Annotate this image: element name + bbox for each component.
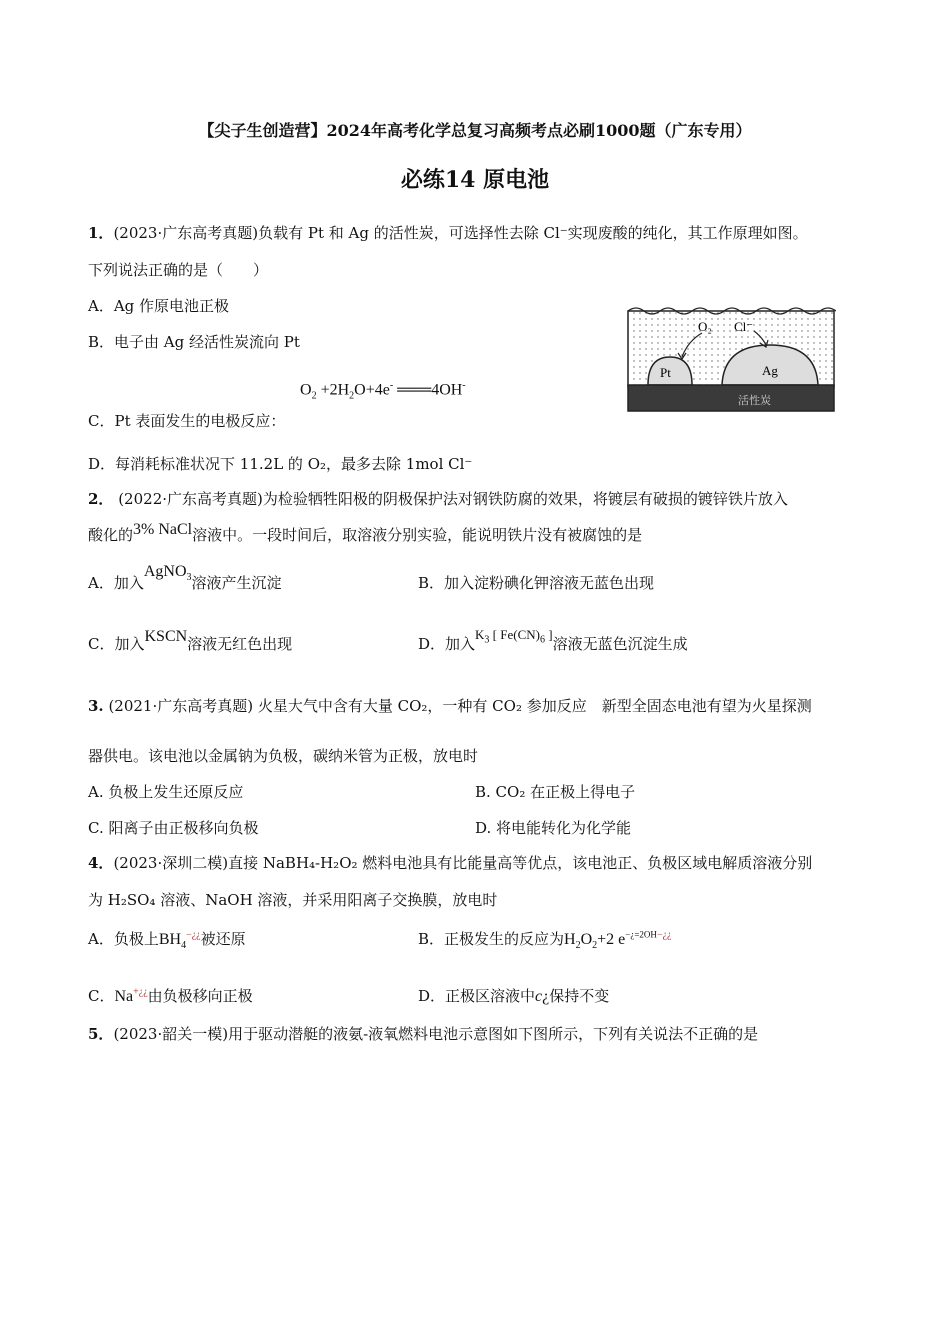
document-header: 【尖子生创造营】2024年高考化学总复习高频考点必刷1000题（广东专用） bbox=[198, 121, 752, 140]
question-3-stem-cont: 器供电。该电池以金属钠为负极，碳纳米管为正极，放电时 bbox=[88, 747, 479, 765]
q1-option-b: B．电子由 Ag 经活性炭流向 Pt bbox=[88, 333, 300, 351]
q4-option-a: A．负极上$BH_4^{-¿¿}$被还原 bbox=[88, 929, 246, 952]
question-number: 1． bbox=[88, 224, 114, 242]
question-1-stem bbox=[88, 222, 808, 243]
cl-label: Cl⁻ bbox=[734, 319, 754, 334]
q4-option-d: D．正极区溶液中c¿保持不变 bbox=[418, 987, 610, 1005]
q2-option-d: D．加入$K_3$ [ $Fe(CN)_6$ ]溶液无蓝色沉淀生成 bbox=[418, 627, 688, 653]
q1-equation: $O_2 +2H_2O+4e^-$ ═══4OH- bbox=[300, 380, 466, 402]
ag-label: Ag bbox=[762, 363, 778, 378]
carbon-label: 活性炭 bbox=[738, 394, 771, 407]
question-text: (2023·广东高考真题)负载有 Pt 和 Ag 的活性炭，可选择性去除 Cl⁻实现废酸的纯化，其工作原理如图。 bbox=[113, 224, 808, 242]
question-1-stem-cont: 下列说法正确的是（ ） bbox=[88, 261, 269, 279]
q3-option-b: B. CO₂ 在正极上得电子 bbox=[475, 783, 636, 801]
o2-label: O₂ bbox=[698, 319, 712, 334]
q2-option-c: C．加入KSCN溶液无红色出现 bbox=[88, 628, 293, 653]
activated-carbon bbox=[628, 385, 834, 411]
q1-option-c: C．Pt 表面发生的电极反应： bbox=[88, 412, 286, 430]
q1-option-d: D．每消耗标准状况下 11.2L 的 O₂，最多去除 1mol Cl⁻ bbox=[88, 455, 473, 473]
q4-option-c: C．Na+¿¿由负极移向正极 bbox=[88, 986, 253, 1005]
page-title: 必练14 原电池 bbox=[400, 167, 550, 193]
q1-option-a: A．Ag 作原电池正极 bbox=[88, 297, 230, 315]
q3-option-a: A. 负极上发生还原反应 bbox=[88, 783, 244, 801]
question-4-stem: 4．(2023·深圳二模)直接 NaBH₄-H₂O₂ 燃料电池具有比能量高等优点，该电池正、负极区域电解质溶液分别 bbox=[88, 854, 813, 872]
question-2-stem-cont: 酸化的3% NaCl溶液中。一段时间后，取溶液分别实验，能说明铁片没有被腐蚀的是 bbox=[88, 521, 643, 544]
question-4-stem-cont: 为 H₂SO₄ 溶液、NaOH 溶液，并采用阳离子交换膜，放电时 bbox=[88, 891, 498, 909]
question-2-stem: 2． (2022·广东高考真题)为检验牺牲阳极的阴极保护法对钢铁防腐的效果，将镀层有破损的镀锌铁片放入 bbox=[88, 490, 788, 508]
q4-option-b: B．正极发生的反应为$H_2O_2+2$ $e^{-¿=2OH-¿¿}$ bbox=[418, 929, 672, 952]
question-3-stem: 3. (2021·广东高考真题) 火星大气中含有大量 CO₂，一种有 CO₂ 参加反应 新型全固态电池有望为火星探测 bbox=[88, 697, 812, 715]
electrode-diagram-svg bbox=[626, 305, 836, 413]
electrode-diagram bbox=[626, 305, 836, 413]
q3-option-c: C. 阳离子由正极移向负极 bbox=[88, 819, 259, 837]
q2-option-b: B．加入淀粉碘化钾溶液无蓝色出现 bbox=[418, 574, 655, 592]
question-5-stem: 5．(2023·韶关一模)用于驱动潜艇的液氨-液氧燃料电池示意图如下图所示，下列有关说法不正确的是 bbox=[88, 1025, 759, 1043]
q2-option-a: A．加入AgNO$_3$溶液产生沉淀 bbox=[88, 563, 282, 592]
q3-option-d: D. 将电能转化为化学能 bbox=[475, 819, 632, 837]
pt-label: Pt bbox=[660, 365, 671, 380]
